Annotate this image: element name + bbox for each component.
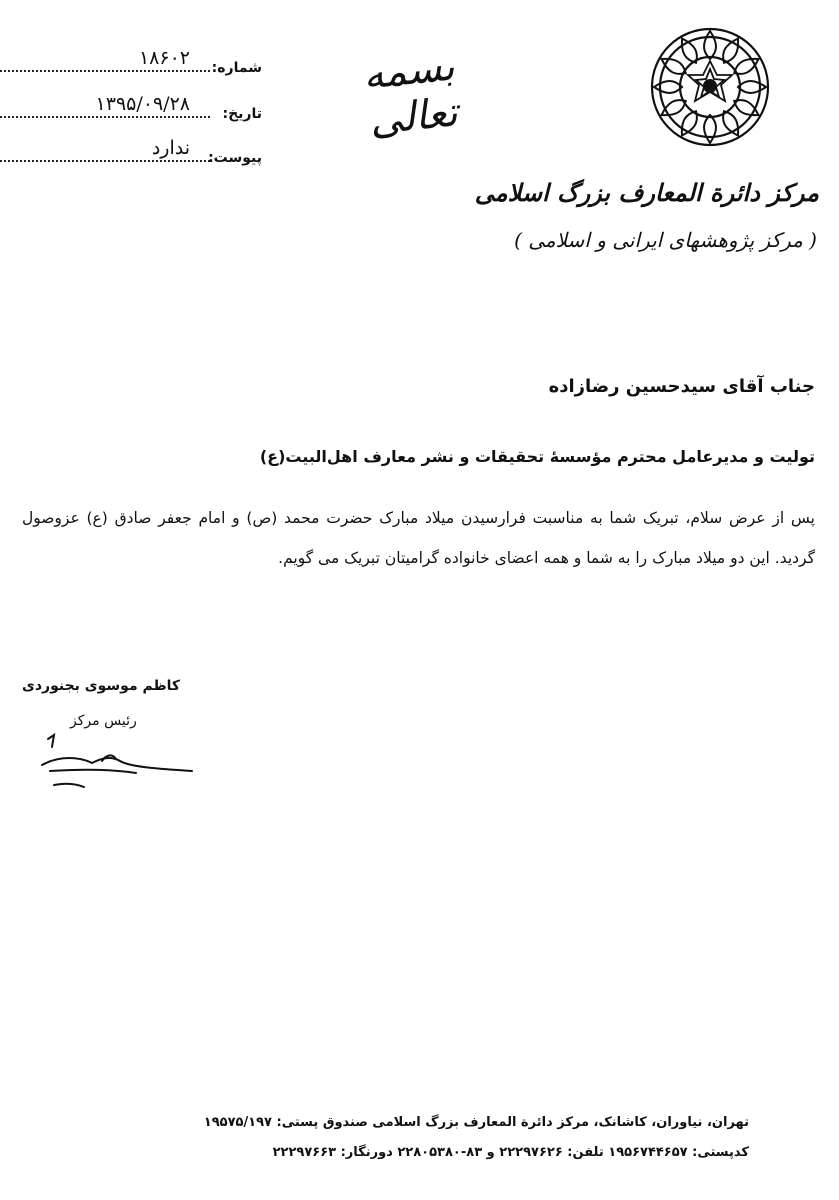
recipient-name: جناب آقای سیدحسین رضازاده	[548, 376, 815, 397]
number-value: ۱۸۶۰۲	[138, 47, 190, 69]
number-dotted-line	[0, 70, 210, 72]
bismillah-heading: بسمه تعالی	[360, 43, 460, 145]
organization-logo-icon	[648, 25, 772, 149]
number-label: شماره:	[211, 60, 262, 76]
attachment-dotted-line	[0, 160, 210, 162]
letter-number-row	[0, 48, 262, 78]
date-value: ۱۳۹۵/۰۹/۲۸	[95, 93, 190, 115]
date-dotted-line	[0, 116, 210, 118]
organization-name: مرکز دائرة المعارف بزرگ اسلامی	[474, 178, 819, 207]
date-label: تاریخ:	[222, 106, 262, 122]
footer-address	[60, 1108, 749, 1168]
attachment-label: پیوست:	[208, 150, 262, 166]
signatory-role: رئیس مرکز	[70, 713, 137, 729]
attachment-value: ندارد	[151, 137, 190, 159]
signatory-name: کاظم موسوی بجنوردی	[22, 678, 181, 694]
letter-body: پس از عرض سلام، تبریک شما به مناسبت فرارسیدن میلاد مبارک حضرت محمد (ص) و امام جعفر صادق (ع) عزوصول گردید. این دو میلاد مبارک را به شما و همه اعضای خانواده گرامیتان تبریک می گویم.	[22, 509, 815, 567]
letter-date-row	[0, 94, 262, 124]
footer-line-contact: کدپستی: ۱۹۵۶۷۴۴۶۵۷ تلفن: ۲۲۲۹۷۶۲۶ و ۸۳-۲۲۸۰۵۳۸۰ دورنگار: ۲۲۲۹۷۶۶۳	[272, 1145, 749, 1160]
letter-attachment-row	[0, 138, 262, 168]
recipient-title: تولیت و مدیرعامل محترم مؤسسهٔ تحقیقات و نشر معارف اهل‌البیت(ع)	[259, 447, 815, 466]
footer-line-address: تهران، نیاوران، کاشانک، مرکز دائرة المعارف بزرگ اسلامی صندوق پستی: ۱۹۵۷۵/۱۹۷	[203, 1115, 749, 1130]
handwritten-signature	[40, 725, 200, 795]
organization-subtitle: ( مرکز پژوهشهای ایرانی و اسلامی )	[514, 228, 817, 252]
